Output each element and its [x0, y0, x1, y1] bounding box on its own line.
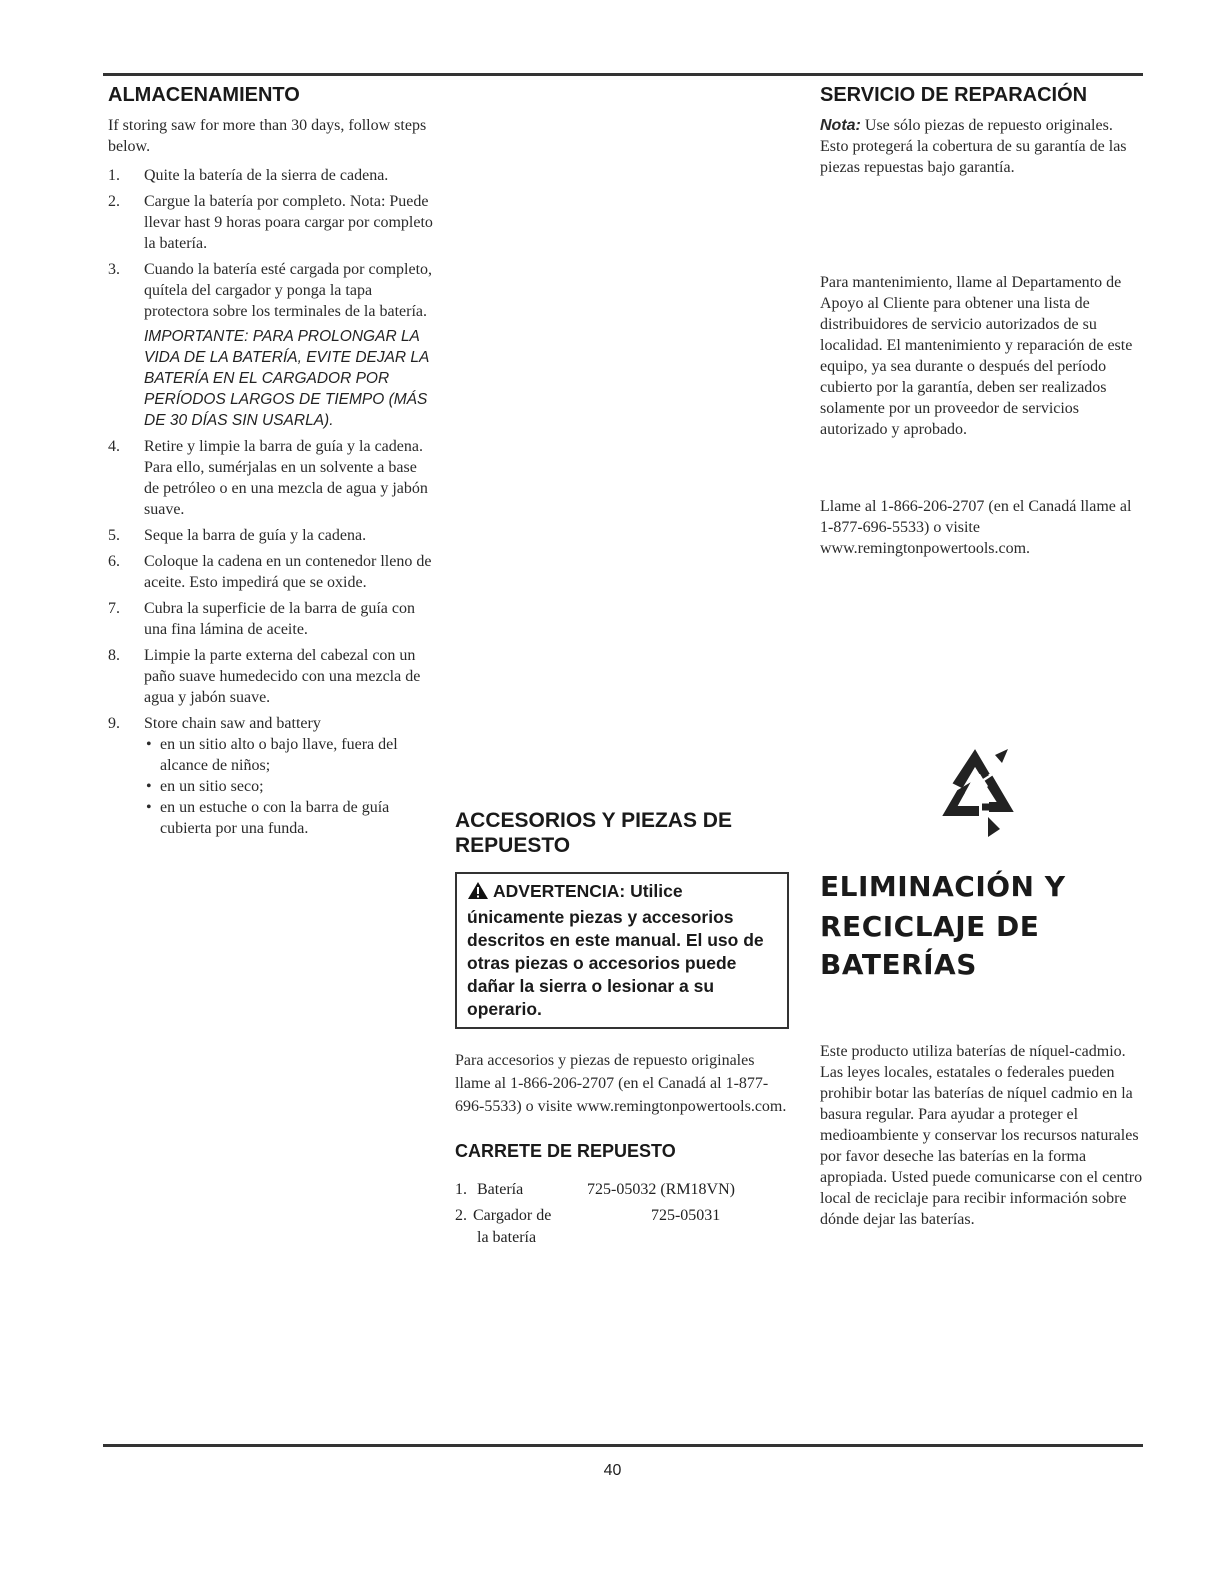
nota-text: Use sólo piezas de repuesto originales. Esto protegerá la cobertura de su garantía de las piezas repuestas bajo garantía.	[820, 117, 1127, 176]
top-rule	[103, 73, 1143, 76]
carrete-heading: CARRETE DE REPUESTO	[455, 1141, 676, 1161]
almacenamiento-section	[108, 84, 433, 844]
storage-bullets	[144, 734, 433, 839]
list-item: 2. Cargue la batería por completo. Nota: Puede llevar hast 9 horas poara cargar por completo la batería.	[108, 193, 433, 252]
nota-paragraph	[820, 115, 1145, 178]
list-item: 6. Coloque la cadena en un contenedor lleno de aceite. Esto impedirá que se oxide.	[108, 553, 432, 591]
list-item: 8. Limpie la parte externa del cabezal con un paño suave humedecido con una mezcla de agua y jabón suave.	[108, 647, 421, 706]
servicio-section	[820, 84, 1145, 559]
list-item: 5. Seque la barra de guía y la cadena.	[108, 527, 367, 544]
parts-table	[455, 1179, 790, 1249]
recycle-icon	[930, 745, 1020, 840]
servicio-paragraph: Para mantenimiento, llame al Departamento de Apoyo al Cliente para obtener una lista de distribuidores de servicio autorizados de su localidad. El mantenimiento y reparación de este equipo, ya sea durante o después del período cubierto por la garantía, deben ser realizados solamente por un proveedor de servicios autorizado y aprobado.	[820, 274, 1133, 438]
list-item: 7. Cubra la superficie de la barra de guía con una fina lámina de aceite.	[108, 600, 415, 638]
warning-box	[455, 872, 789, 1029]
list-item: 9. Store chain saw and battery • en un sitio alto o bajo llave, fuera del alcance de niños; • en un sitio seco; • en un estuche o con la barra de guía cubierta por una funda.	[108, 713, 433, 839]
bullet-item: • en un estuche o con la barra de guía cubierta por una funda.	[144, 797, 433, 839]
table-row: 1. Batería 725-05032 (RM18VN)	[455, 1181, 735, 1198]
page-number: 40	[603, 1462, 622, 1479]
list-item: 4. Retire y limpie la barra de guía y la cadena. Para ello, sumérjalas en un solvente a base de petróleo o en una mezcla de agua y jabón suave.	[108, 438, 428, 518]
warning-triangle-icon	[467, 881, 489, 906]
accesorios-body: Para accesorios y piezas de repuesto originales llame al 1-866-206-2707 (en el Canadá al 1-877-696-5533) o visite www.remingtonpowertools.com.	[455, 1052, 787, 1115]
eliminacion-paragraph: Este producto utiliza baterías de níquel-cadmio. Las leyes locales, estatales o federales pueden prohibir botar las baterías de níquel cadmio en la basura regular. Para ayudar a proteger el medioambiente y conservar los recursos naturales por favor deseche las baterías en la forma apropiada. Usted puede comunicarse con el centro local de reciclaje para recibir información sobre dónde dejar las baterías.	[820, 1043, 1143, 1228]
list-item: 3. Cuando la batería esté cargada por completo, quítela del cargador y ponga la tapa protectora sobre los terminales de la batería. IMPORTANTE: PARA PROLONGAR LA VIDA DE LA BATERÍA, EVITE DEJAR LA BATERÍA EN EL CARGADOR POR PERÍODOS LARGOS DE TIEMPO (MÁS DE 30 DÍAS SIN USARLA).	[108, 261, 433, 429]
nota-label: Nota:	[820, 117, 861, 134]
eliminacion-section	[820, 868, 1150, 1230]
bullet-item: • en un sitio alto o bajo llave, fuera del alcance de niños;	[144, 734, 433, 776]
part-subline: la batería	[477, 1229, 537, 1246]
accesorios-section	[455, 808, 790, 1249]
eliminacion-heading-line1: ELIMINACIÓN Y	[820, 870, 1066, 903]
bullet-item: • en un sitio seco;	[144, 776, 433, 797]
table-row: 2. Cargador de 725-05031	[455, 1207, 721, 1224]
servicio-contact: Llame al 1-866-206-2707 (en el Canadá llame al 1-877-696-5533) o visite www.remingtonpowertools.com.	[820, 498, 1132, 557]
accesorios-heading: ACCESORIOS Y PIEZAS DE REPUESTO	[455, 809, 732, 857]
servicio-heading: SERVICIO DE REPARACIÓN	[820, 84, 1088, 106]
eliminacion-heading-line2: RECICLAJE DE BATERÍAS	[820, 910, 1040, 981]
almacenamiento-intro: If storing saw for more than 30 days, follow steps below.	[108, 117, 427, 155]
storage-steps-list	[108, 165, 433, 839]
list-item: 1. Quite la batería de la sierra de cadena.	[108, 167, 389, 184]
bottom-rule	[103, 1444, 1143, 1447]
almacenamiento-heading: ALMACENAMIENTO	[108, 84, 300, 106]
warning-text: ADVERTENCIA: Utilice únicamente piezas y accesorios descritos en este manual. El uso de otras piezas o accesorios puede dañar la sierra o lesionar a su operario.	[467, 881, 764, 1019]
important-note: IMPORTANTE: PARA PROLONGAR LA VIDA DE LA BATERÍA, EVITE DEJAR LA BATERÍA EN EL CARGADOR POR PERÍODOS LARGOS DE TIEMPO (MÁS DE 30 DÍAS SIN USARLA).	[144, 328, 429, 429]
